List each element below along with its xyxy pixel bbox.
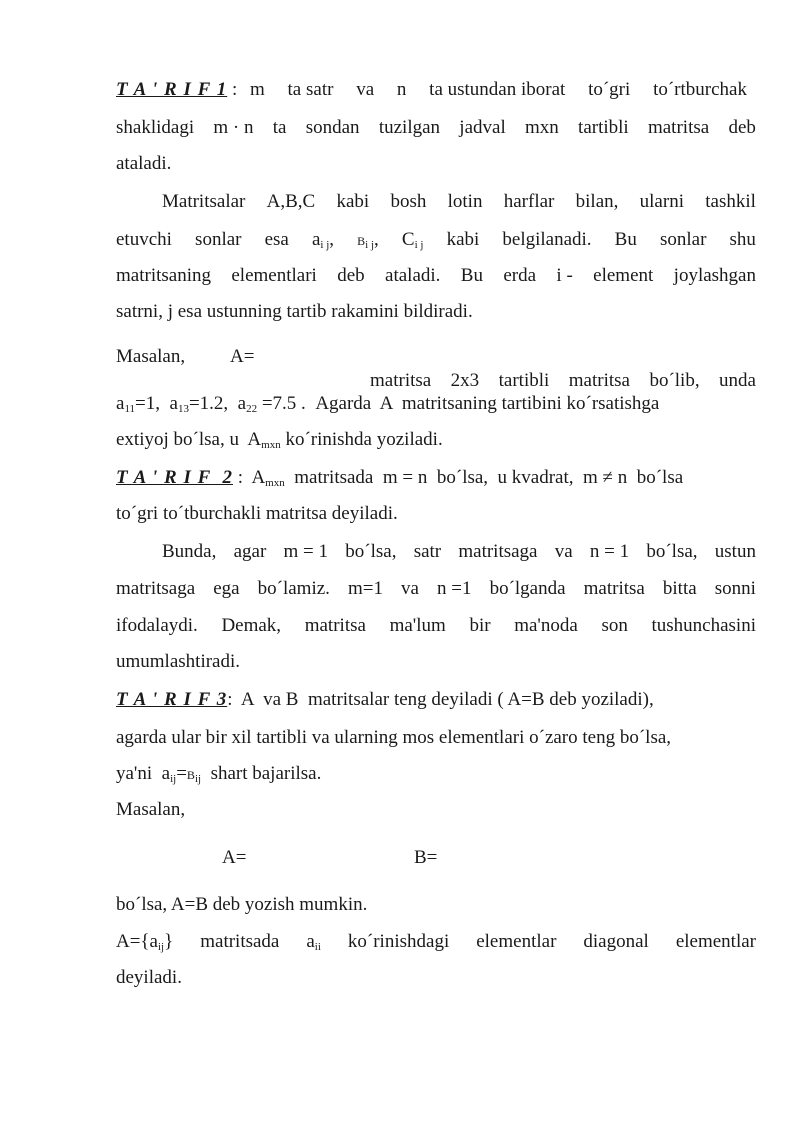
tarif1-line1: T A ' R I F 1 : m ta satr va n ta ustundan iborat to´gri to´rtburchak <box>116 79 747 100</box>
example1-line3: extiyoj bo´lsa, u $A_{mxn}$ ko´rinishda yoziladi. <box>116 429 443 451</box>
example1-line1: Masalan, A= matritsa 2x3 tartibli matritsa bo´lib, unda <box>116 346 756 391</box>
example-lead: Masalan, <box>116 346 186 367</box>
tarif1-line3: ataladi. <box>116 153 172 174</box>
matrix-a-label: A= <box>230 346 255 367</box>
tarif2-line2: to´gri to´tburchakli matritsa deyiladi. <box>116 503 398 524</box>
tarif2-label: T A ' R I F 2 <box>116 467 233 488</box>
tarif3-line4: Masalan, <box>116 799 186 820</box>
matrix-b-label: B= <box>414 847 438 868</box>
para1-line4: satrni, j esa ustunning tartib rakamini bildiradi. <box>116 301 473 322</box>
symbol-a-ij: $a_{i j}$, <box>311 229 335 251</box>
tarif2-line1: T A ' R I F 2 : $A_{mxn}$ matritsada m = n bo´lsa, u kvadrat, m ≠ n bo´lsa <box>116 467 684 489</box>
para1-line2: etuvchi sonlar esa $a_{i j}$, $B_{i j}$, $C_{i j}$ kabi belgilanadi. Bu sonlar shu <box>116 229 756 251</box>
para2-line2: matritsaga ega bo´lamiz. m=1 va n =1 bo´lganda matritsa bitta sonni <box>116 578 756 599</box>
para2-line3: ifodalaydi. Demak, matritsa ma'lum bir ma'noda son tushunchasini <box>116 615 756 636</box>
para2-line1: Bunda, agar m = 1 bo´lsa, satr matritsaga va n = 1 bo´lsa, ustun <box>162 541 756 562</box>
example1-line2: $a_{11}=1$, $a_{13}=1.2$, $a_{22} =7.5$ . Agarda A matritsaning tartibini ko´rsatishga <box>116 393 660 415</box>
tarif3-label: T A ' R I F 3 <box>116 689 228 710</box>
diagonal-line1: $A=\{a_{ij}\}$ matritsada $a_{ii}$ ko´rinishdagi elementlar diagonal elementlar <box>116 931 756 953</box>
tarif1-label: T A ' R I F 1 <box>116 79 228 100</box>
tarif3-line3: ya'ni $a_{ij}=B_{ij}$ shart bajarilsa. <box>116 763 322 785</box>
diagonal-line2: deyiladi. <box>116 967 182 988</box>
tarif3-line1: T A ' R I F 3: A va B matritsalar teng deyiladi ( A=B deb yoziladi), <box>116 689 654 710</box>
para2-line4: umumlashtiradi. <box>116 651 241 672</box>
symbol-c-ij: $C_{i j}$ <box>401 229 424 251</box>
para1-line3: matritsaning elementlari deb ataladi. Bu erda i - element joylashgan <box>116 265 756 286</box>
tarif3-line2: agarda ular bir xil tartibli va ularning mos elementlari o´zaro teng bo´lsa, <box>116 727 672 748</box>
example2-conclusion: bo´lsa, A=B deb yozish mumkin. <box>116 894 368 915</box>
tarif1-line2: shaklidagi m · n ta sondan tuzilgan jadval mxn tartibli matritsa deb <box>116 117 756 138</box>
para1-line1: Matritsalar A,B,C kabi bosh lotin harflar bilan, ularni tashkil <box>162 191 756 212</box>
matrix-a-label: A= <box>222 847 247 868</box>
symbol-b-ij: $B_{i j}$, <box>357 229 379 251</box>
